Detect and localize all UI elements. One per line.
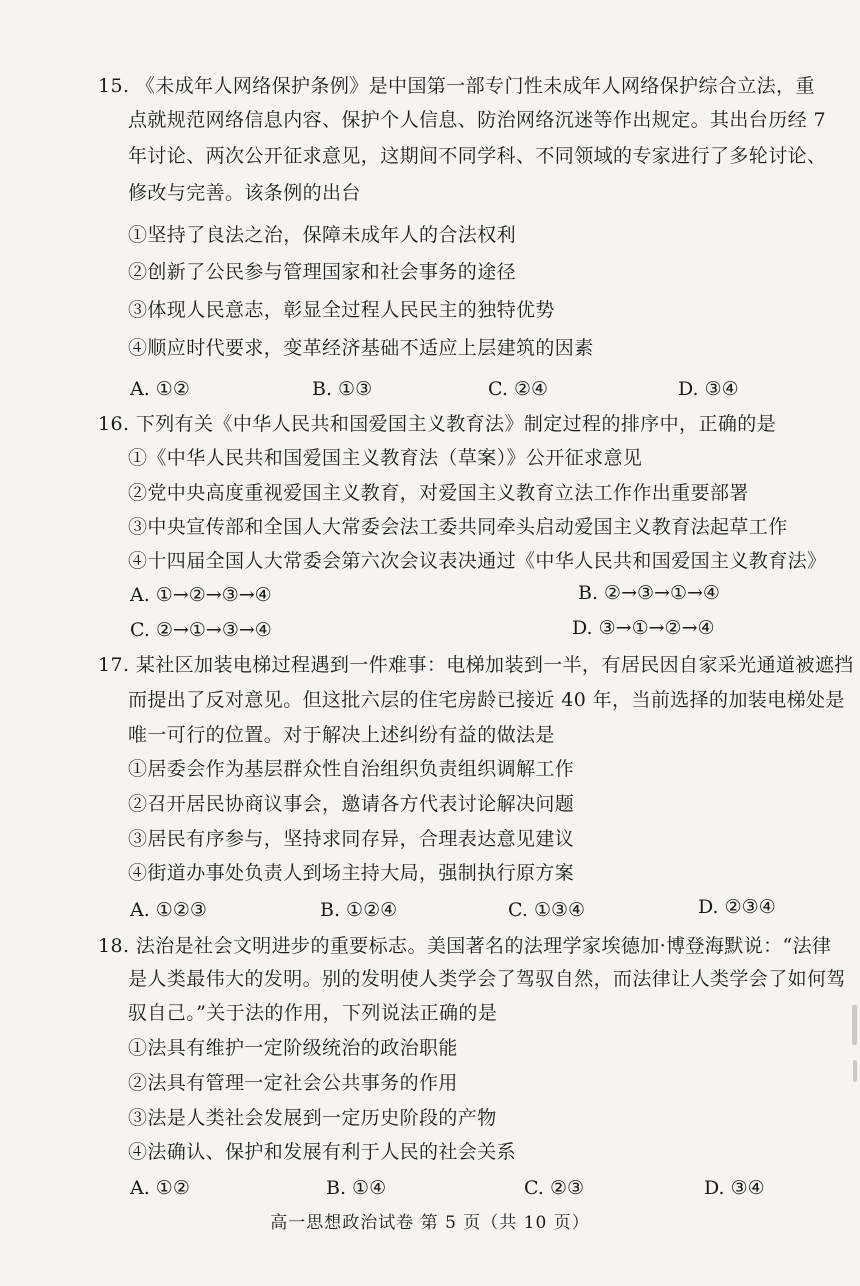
choice-statement: ①坚持了良法之治，保障未成年人的合法权利 [128, 224, 517, 246]
answer-option-c: C. ②③ [524, 1177, 585, 1199]
question-stem-line: 点就规范网络信息内容、保护个人信息、防治网络沉迷等作出规定。其出台历经 7 [128, 109, 826, 131]
page-footer: 高一思想政治试卷 第 5 页（共 10 页） [270, 1213, 590, 1233]
choice-statement: ③体现人民意志，彰显全过程人民民主的独特优势 [128, 299, 555, 321]
answer-option-a: A. ①②③ [130, 899, 207, 921]
question-stem-line: 17. 某社区加装电梯过程遇到一件难事：电梯加装到一半，有居民因自家采光通道被遮挡 [98, 654, 854, 676]
question-stem-line: 18. 法治是社会文明进步的重要标志。美国著名的法理学家埃德加·博登海默说：“法律 [98, 935, 832, 957]
answer-option-a: A. ①② [130, 378, 190, 400]
answer-option-d: D. ③④ [704, 1177, 765, 1199]
question-stem-line: 是人类最伟大的发明。别的发明使人类学会了驾驭自然，而法律让人类学会了如何驾 [128, 968, 846, 990]
question-stem-line: 15. 《未成年人网络保护条例》是中国第一部专门性未成年人网络保护综合立法，重 [98, 75, 815, 97]
answer-option-d: D. ③④ [678, 378, 739, 400]
answer-option-c: C. ②→①→③→④ [130, 619, 272, 641]
choice-statement: ①居委会作为基层群众性自治组织负责组织调解工作 [128, 758, 575, 780]
answer-option-b: B. ①②④ [320, 899, 398, 921]
answer-option-a: A. ①→②→③→④ [130, 584, 272, 606]
question-stem-line: 唯一可行的位置。对于解决上述纠纷有益的做法是 [128, 724, 555, 746]
question-stem-line: 16. 下列有关《中华人民共和国爱国主义教育法》制定过程的排序中，正确的是 [98, 413, 777, 435]
answer-option-d: D. ③→①→②→④ [572, 617, 715, 639]
question-stem-line: 而提出了反对意见。但这批六层的住宅房龄已接近 40 年，当前选择的加装电梯处是 [128, 689, 845, 711]
choice-statement: ②召开居民协商议事会，邀请各方代表讨论解决问题 [128, 793, 575, 815]
scan-artifact [853, 1060, 857, 1082]
answer-option-b: B. ①③ [312, 378, 373, 400]
choice-statement: ④顺应时代要求，变革经济基础不适应上层建筑的因素 [128, 337, 594, 359]
choice-statement: ③中央宣传部和全国人大常委会法工委共同牵头启动爱国主义教育法起草工作 [128, 516, 788, 538]
choice-statement: ③法是人类社会发展到一定历史阶段的产物 [128, 1107, 497, 1129]
question-stem-line: 修改与完善。该条例的出台 [128, 182, 361, 204]
choice-statement: ①法具有维护一定阶级统治的政治职能 [128, 1037, 458, 1059]
choice-statement: ④十四届全国人大常委会第六次会议表决通过《中华人民共和国爱国主义教育法》 [128, 550, 827, 572]
answer-option-a: A. ①② [130, 1177, 190, 1199]
choice-statement: ④街道办事处负责人到场主持大局，强制执行原方案 [128, 862, 575, 884]
answer-option-b: B. ①④ [326, 1177, 387, 1199]
choice-statement: ①《中华人民共和国爱国主义教育法（草案）》公开征求意见 [128, 447, 643, 469]
scan-artifact [852, 1005, 857, 1045]
choice-statement: ③居民有序参与，坚持求同存异，合理表达意见建议 [128, 828, 575, 850]
question-stem-line: 驭自己。”关于法的作用，下列说法正确的是 [128, 1002, 498, 1024]
choice-statement: ④法确认、保护和发展有利于人民的社会关系 [128, 1141, 517, 1163]
choice-statement: ②法具有管理一定社会公共事务的作用 [128, 1072, 458, 1094]
answer-option-c: C. ②④ [488, 378, 549, 400]
question-stem-line: 年讨论、两次公开征求意见，这期间不同学科、不同领域的专家进行了多轮讨论、 [128, 145, 827, 167]
answer-option-b: B. ②→③→①→④ [578, 582, 720, 604]
answer-option-c: C. ①③④ [508, 899, 586, 921]
choice-statement: ②创新了公民参与管理国家和社会事务的途径 [128, 261, 517, 283]
choice-statement: ②党中央高度重视爱国主义教育，对爱国主义教育立法工作作出重要部署 [128, 482, 749, 504]
answer-option-d: D. ②③④ [698, 896, 776, 918]
